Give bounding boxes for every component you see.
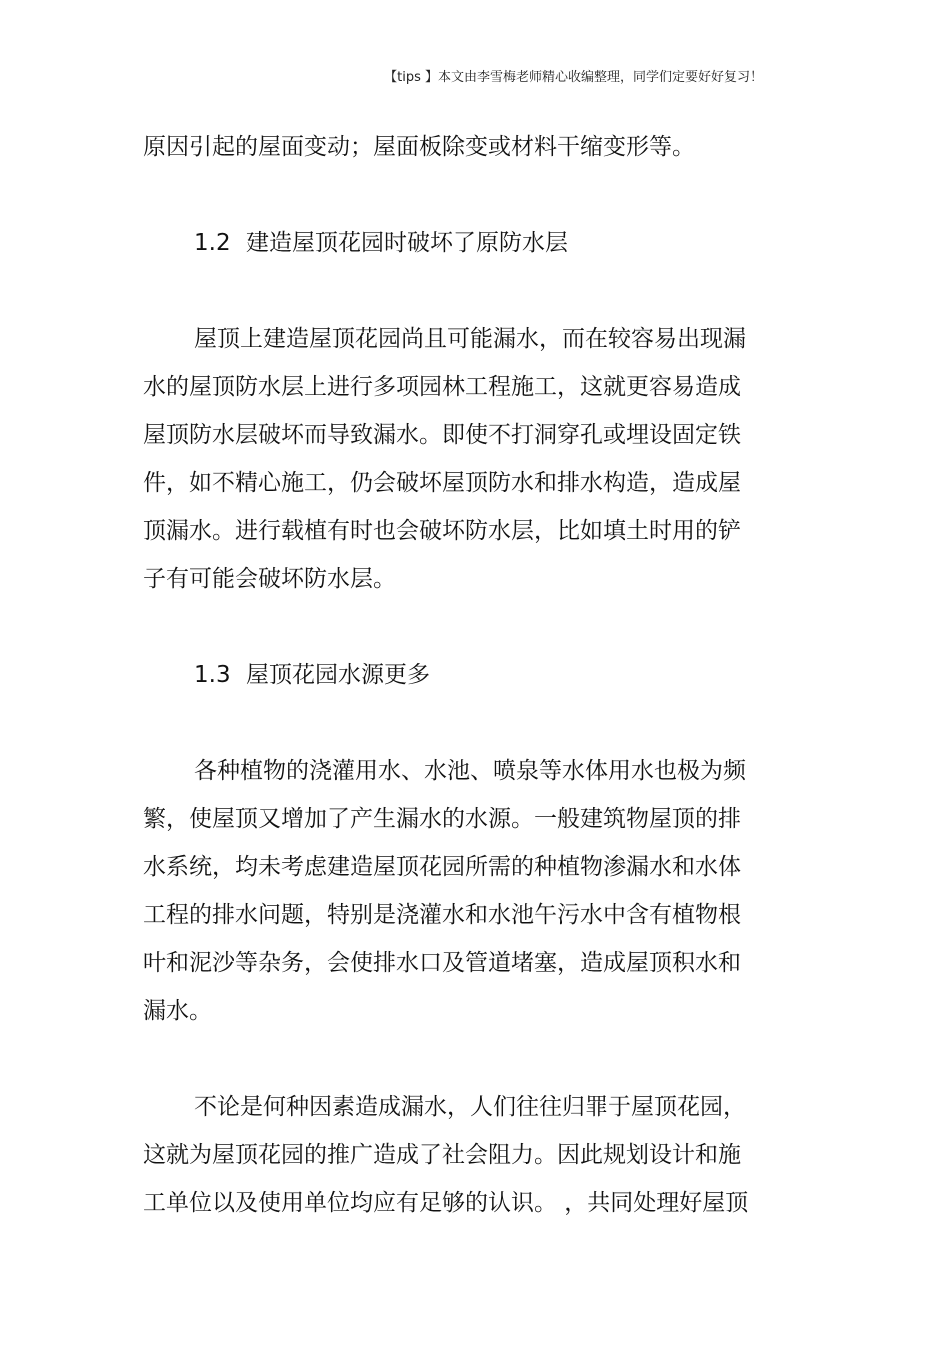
paragraph-line: 工单位以及使用单位均应有足够的认识。 ，共同处理好屋顶 xyxy=(143,1190,749,1216)
paragraph-line: 顶漏水。进行载植有时也会破坏防水层，比如填土时用的铲 xyxy=(143,518,741,544)
heading-text: 建造屋顶花园时破坏了原防水层 xyxy=(246,230,568,256)
header-tips: 【tips 】本文由李雪梅老师精心收编整理，同学们定要好好复习！ xyxy=(384,70,763,85)
paragraph-line: 子有可能会破坏防水层。 xyxy=(143,566,396,592)
paragraph-line: 水系统，均未考虑建造屋顶花园所需的种植物渗漏水和水体 xyxy=(143,854,741,880)
heading-number: 1.3 xyxy=(194,662,231,688)
heading-number: 1.2 xyxy=(194,230,231,256)
section-heading-1-3 xyxy=(194,660,430,690)
paragraph-line: 工程的排水问题，特别是浇灌水和水池午污水中含有植物根 xyxy=(143,902,741,928)
paragraph-line: 件，如不精心施工，仍会破坏屋顶防水和排水构造，造成屋 xyxy=(143,470,741,496)
paragraph-line: 这就为屋顶花园的推广造成了社会阻力。因此规划设计和施 xyxy=(143,1142,741,1168)
section-heading-1-2 xyxy=(194,228,568,258)
text-line: 原因引起的屋面变动；屋面板除变或材料干缩变形等。 xyxy=(143,134,695,160)
paragraph-line: 屋顶防水层破坏而导致漏水。即使不打洞穿孔或埋设固定铁 xyxy=(143,422,741,448)
paragraph-line: 繁，使屋顶又增加了产生漏水的水源。一般建筑物屋顶的排 xyxy=(143,806,741,832)
paragraph-line: 各种植物的浇灌用水、水池、喷泉等水体用水也极为频 xyxy=(194,758,746,784)
paragraph-line: 漏水。 xyxy=(143,998,212,1024)
paragraph-line: 叶和泥沙等杂务，会使排水口及管道堵塞，造成屋顶积水和 xyxy=(143,950,741,976)
paragraph-line: 水的屋顶防水层上进行多项园林工程施工，这就更容易造成 xyxy=(143,374,741,400)
paragraph-line: 屋顶上建造屋顶花园尚且可能漏水，而在较容易出现漏 xyxy=(194,326,746,352)
heading-text: 屋顶花园水源更多 xyxy=(246,662,430,688)
paragraph-line: 不论是何种因素造成漏水，人们往往归罪于屋顶花园， xyxy=(194,1094,746,1120)
